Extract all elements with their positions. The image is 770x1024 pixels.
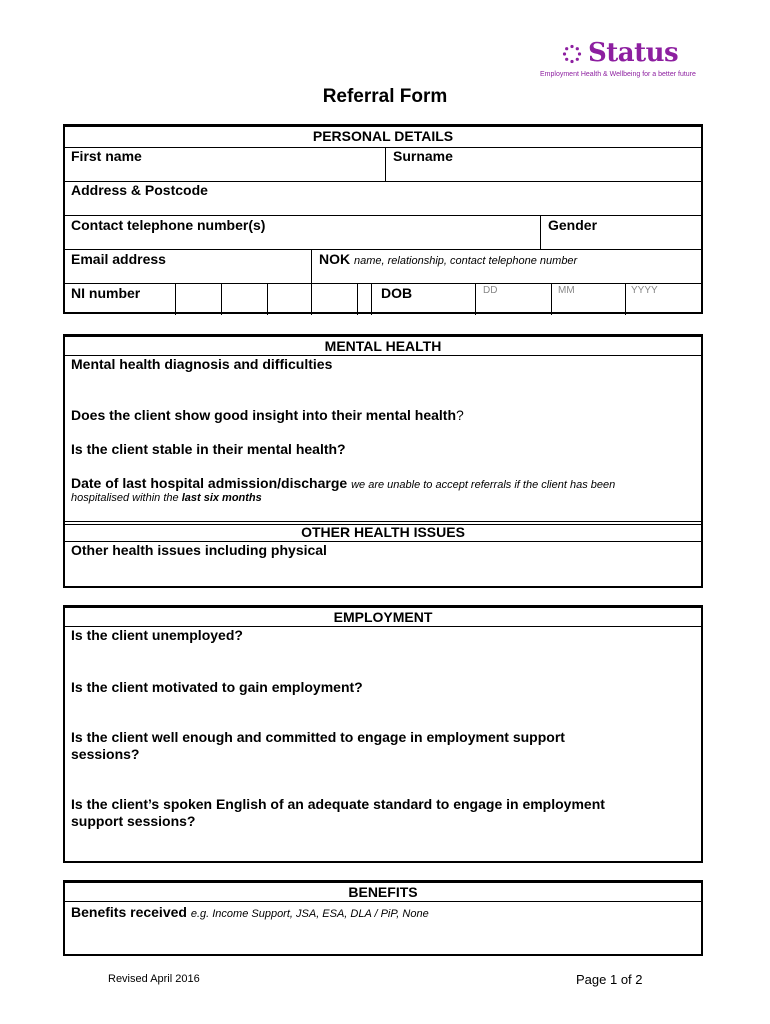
mental-health-header: MENTAL HEALTH [324,338,442,354]
dob-day-placeholder: DD [483,285,498,296]
email-field[interactable] [65,249,311,283]
address-label: Address & Postcode [71,182,208,198]
dob-year-placeholder: YYYY [631,285,658,296]
benefits-label: Benefits received e.g. Income Support, JSA, ESA, DLA / PiP, None [71,904,429,920]
dob-label: DOB [381,285,413,301]
first-name-label: First name [71,148,142,164]
employment-section [63,605,703,863]
dob-month-placeholder: MM [558,285,575,296]
gender-field[interactable] [541,215,701,249]
status-logo [538,40,718,82]
email-label: Email address [71,251,166,267]
phone-field[interactable] [65,215,540,249]
gender-label: Gender [548,217,598,233]
first-name-field[interactable] [65,147,385,181]
benefits-note: e.g. Income Support, JSA, ESA, DLA / PiP, None [190,908,429,920]
logo-ring-icon [562,44,582,64]
benefits-header: BENEFITS [348,884,418,900]
stable-label: Is the client stable in their mental health? [71,441,346,457]
employment-header: EMPLOYMENT [333,609,433,625]
insight-label: Does the client show good insight into their mental health? [71,407,464,423]
benefits-section [63,880,703,956]
admission-label: Date of last hospital admission/discharge we are unable to accept referrals if the client has been [71,475,616,491]
benefits-field[interactable] [65,923,701,955]
personal-details-section [63,124,703,314]
nok-title: NOK [319,251,351,267]
logo-wordmark: Status [588,38,679,68]
ni-number-label: NI number [71,285,141,301]
revised-date: Revised April 2016 [108,973,200,985]
ni-number-boxes[interactable] [175,283,371,315]
english-question: Is the client’s spoken English of an adequate standard to engage in employment [71,796,605,812]
page-title: Referral Form [322,86,448,107]
surname-field[interactable] [386,147,701,181]
dob-day-field[interactable] [476,283,551,315]
logo-tagline: Employment Health & Wellbeing for a better future [540,71,696,78]
diagnosis-field[interactable] [65,375,701,405]
committed-question-continued: sessions? [71,746,140,762]
personal-details-header: PERSONAL DETAILS [312,128,454,144]
address-field[interactable] [65,181,701,215]
other-health-label: Other health issues including physical [71,542,327,558]
nok-field[interactable] [312,249,701,283]
other-health-field[interactable] [65,561,701,585]
dob-year-field[interactable] [626,283,701,315]
dob-month-field[interactable] [552,283,625,315]
committed-question: Is the client well enough and committed to engage in employment support [71,729,565,745]
admission-note-continued: hospitalised within the last six months [71,492,262,504]
motivated-question: Is the client motivated to gain employment? [71,679,363,695]
diagnosis-label: Mental health diagnosis and difficulties [71,356,333,372]
mental-health-section [63,334,703,588]
nok-note: name, relationship, contact telephone number [354,255,578,267]
page-number: Page 1 of 2 [576,972,643,987]
english-question-continued: support sessions? [71,813,196,829]
unemployed-question: Is the client unemployed? [71,627,243,643]
admission-note: we are unable to accept referrals if the client has been [351,479,616,491]
phone-label: Contact telephone number(s) [71,217,266,233]
other-health-header: OTHER HEALTH ISSUES [301,524,465,540]
surname-label: Surname [393,148,453,164]
